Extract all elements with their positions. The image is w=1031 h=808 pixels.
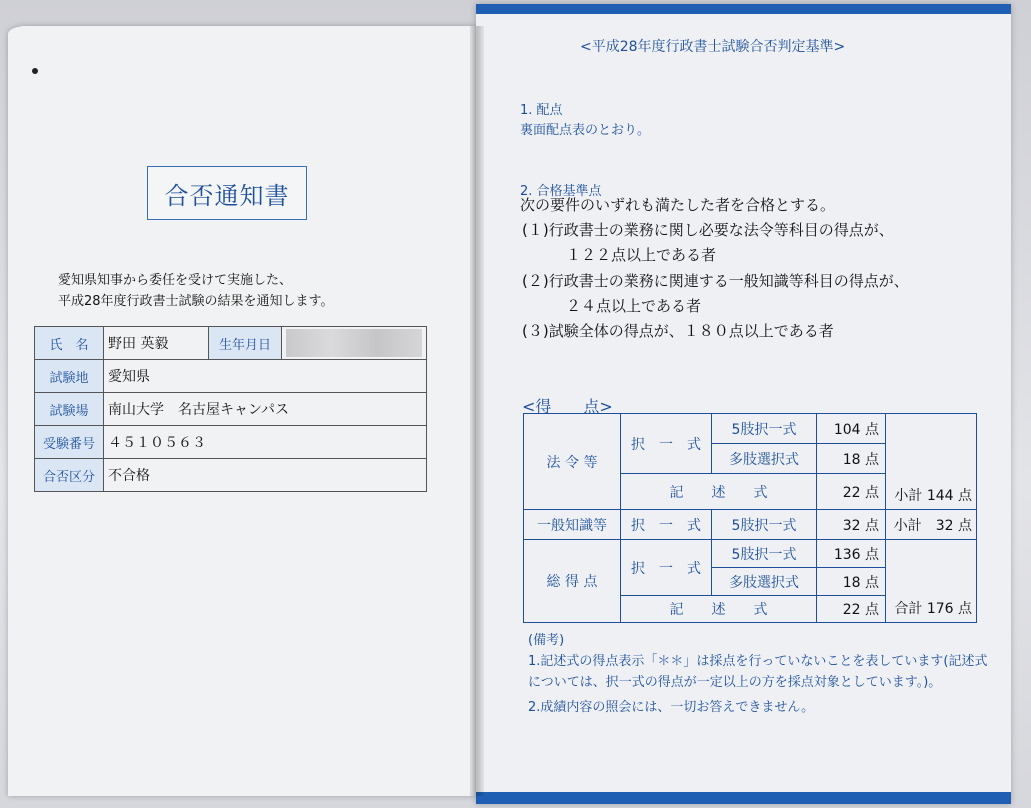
score-heading: <得 点> xyxy=(522,397,613,416)
ippan-takuitsu-label: 択 一 式 xyxy=(620,509,712,540)
applicant-info-table xyxy=(34,326,427,492)
book-spine xyxy=(470,26,484,796)
dob-label: 生年月日 xyxy=(209,327,282,360)
notes-title: (備考) xyxy=(528,633,565,648)
hourei-label: 法 令 等 xyxy=(523,413,621,510)
sou-goshi-label: 5肢択一式 xyxy=(711,539,817,568)
table-row xyxy=(35,426,427,459)
score-table xyxy=(523,413,978,623)
notes xyxy=(528,630,988,718)
note-2: 2.成績内容の照会には、一切お答えできません。 xyxy=(528,700,815,715)
hourei-kijutsu-score: 22 点 xyxy=(816,473,886,510)
sou-label: 総 得 点 xyxy=(523,539,621,623)
ippan-label: 一般知識等 xyxy=(523,509,621,540)
venue-value: 南山大学 名古屋キャンパス xyxy=(104,393,427,426)
intro-line-1: 愛知県知事から委任を受けて実施した、 xyxy=(58,273,293,288)
name-label: 氏 名 xyxy=(35,327,104,360)
hourei-takuitsu-label: 択 一 式 xyxy=(620,413,712,474)
intro-text xyxy=(58,270,334,312)
punch-dot xyxy=(32,68,38,74)
hourei-kijutsu-label: 記 述 式 xyxy=(620,473,817,510)
sou-takuitsu-label: 択 一 式 xyxy=(620,539,712,596)
sou-goshi-score: 136 点 xyxy=(816,539,886,568)
area-value: 愛知県 xyxy=(104,360,427,393)
section-2-heading: 2. 合格基準点 xyxy=(520,184,602,199)
result-label: 合否区分 xyxy=(35,459,104,492)
right-page-top-border xyxy=(476,4,1011,14)
hourei-tashi-score: 18 点 xyxy=(816,443,886,474)
area-label: 試験地 xyxy=(35,360,104,393)
name-value: 野田 英毅 xyxy=(104,327,209,360)
sou-kijutsu-score: 22 点 xyxy=(816,595,886,623)
hourei-tashi-label: 多肢選択式 xyxy=(711,443,817,474)
criteria-line-3: １２２点以上である者 xyxy=(566,246,717,264)
hourei-goshi-label: 5肢択一式 xyxy=(711,413,817,444)
hourei-goshi-score: 104 点 xyxy=(816,413,886,444)
table-row xyxy=(35,393,427,426)
dob-value xyxy=(282,327,427,360)
hourei-subtotal: 小計 144 点 xyxy=(885,413,977,510)
intro-line-2: 平成28年度行政書士試験の結果を通知します。 xyxy=(58,294,334,309)
ippan-goshi-label: 5肢択一式 xyxy=(711,509,817,540)
notice-title: 合否通知書 xyxy=(147,166,307,220)
sou-tashi-score: 18 点 xyxy=(816,567,886,596)
number-value: ４５１０５６３ xyxy=(104,426,427,459)
sou-tashi-label: 多肢選択式 xyxy=(711,567,817,596)
section-1-text: 裏面配点表のとおり。 xyxy=(520,123,651,138)
redacted-block xyxy=(286,329,422,357)
criteria-line-6: (３)試験全体の得点が、１８０点以上である者 xyxy=(522,322,834,340)
table-row xyxy=(35,459,427,492)
section-1-heading: 1. 配点 xyxy=(520,103,563,118)
number-label: 受験番号 xyxy=(35,426,104,459)
criteria-line-5: ２４点以上である者 xyxy=(566,297,702,315)
right-page-bottom-border xyxy=(476,792,1011,804)
result-value: 不合格 xyxy=(104,459,427,492)
sou-total: 合計 176 点 xyxy=(885,539,977,623)
ippan-subtotal: 小計 32 点 xyxy=(885,509,977,540)
table-row xyxy=(35,360,427,393)
criteria-title: <平成28年度行政書士試験合否判定基準> xyxy=(580,39,846,55)
criteria-line-1: 次の要件のいずれも満たした者を合格とする。 xyxy=(520,196,836,214)
criteria-line-2: (１)行政書士の業務に関し必要な法令等科目の得点が、 xyxy=(522,221,894,239)
note-1: 1.記述式の得点表示「＊＊」は採点を行っていないことを表しています(記述式については、択一式の得点が一定以上の方を採点対象としています。)。 xyxy=(528,654,988,690)
sou-kijutsu-label: 記 述 式 xyxy=(620,595,817,623)
ippan-goshi-score: 32 点 xyxy=(816,509,886,540)
criteria-line-4: (２)行政書士の業務に関連する一般知識等科目の得点が、 xyxy=(522,272,909,290)
venue-label: 試験場 xyxy=(35,393,104,426)
table-row xyxy=(35,327,427,360)
